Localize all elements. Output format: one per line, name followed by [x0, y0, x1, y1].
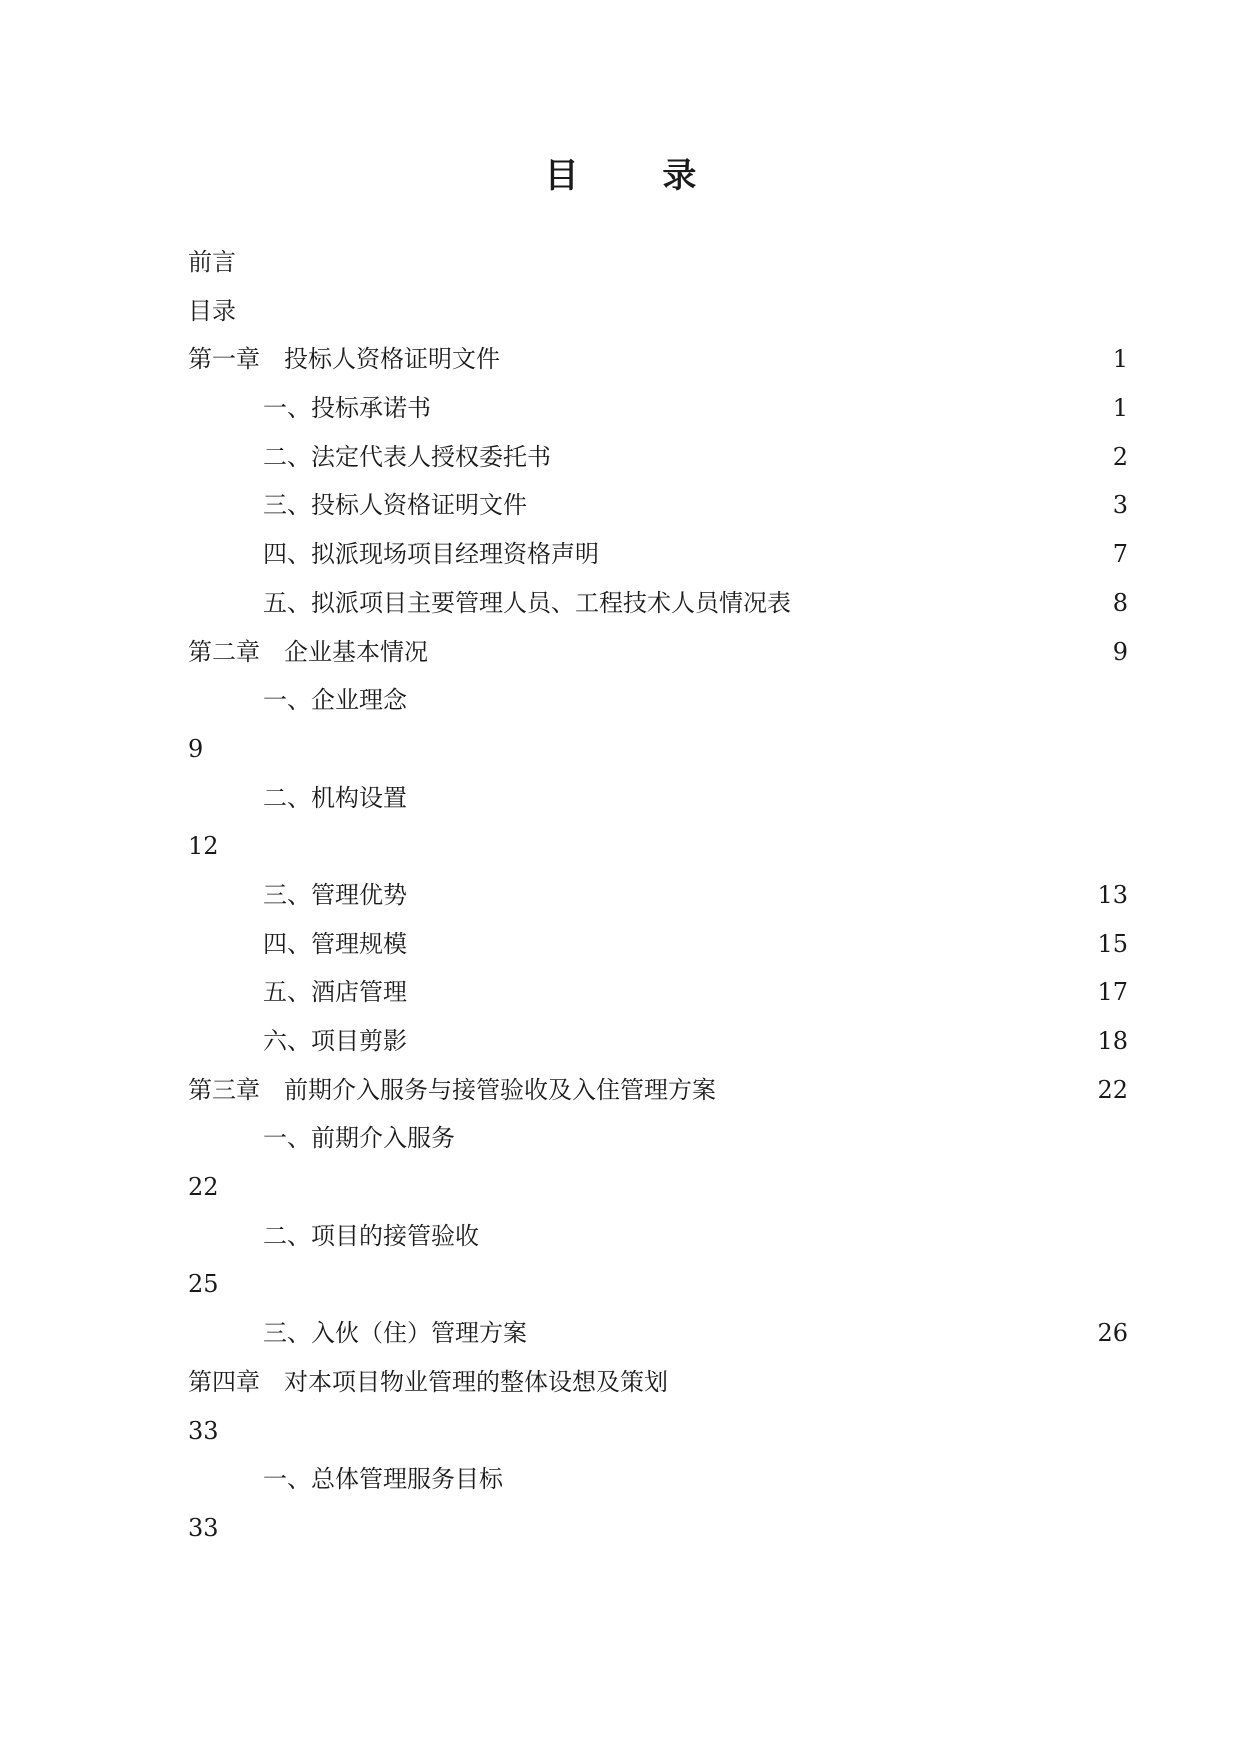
toc-entry-label: 五、拟派项目主要管理人员、工程技术人员情况表 [263, 588, 791, 617]
toc-entry-page: 17 [1097, 978, 1128, 1007]
toc-entry-page: 22 [1097, 1075, 1128, 1104]
toc-section-entry[interactable] [188, 871, 1128, 920]
toc-chapter-entry[interactable] [188, 628, 1128, 677]
toc-entry-label: 33 [188, 1513, 219, 1542]
toc-wrapped-page-number[interactable] [188, 1260, 1128, 1309]
toc-wrapped-page-number[interactable] [188, 725, 1128, 774]
toc-entry-label: 三、入伙（住）管理方案 [263, 1319, 527, 1348]
toc-entry-page: 13 [1097, 880, 1128, 909]
toc-chapter-entry[interactable] [188, 1066, 1128, 1115]
toc-section-entry[interactable] [188, 481, 1128, 530]
toc-entry-label: 一、投标承诺书 [263, 394, 431, 423]
toc-section-entry[interactable] [188, 968, 1128, 1017]
toc-entry-label: 一、前期介入服务 [263, 1124, 455, 1153]
toc-entry-page: 15 [1097, 929, 1128, 958]
page-title: 目 录 [544, 156, 733, 196]
toc-entry-label: 第三章 前期介入服务与接管验收及入住管理方案 [188, 1075, 716, 1104]
toc-section-entry[interactable] [188, 530, 1128, 579]
toc-entry-label: 前言 [188, 248, 236, 276]
toc-entry-page: 2 [1112, 442, 1128, 471]
toc-entry-label: 四、拟派现场项目经理资格声明 [263, 540, 599, 569]
toc-entry-label: 五、酒店管理 [263, 978, 407, 1007]
toc-entry-label: 二、法定代表人授权委托书 [263, 442, 551, 471]
toc-entry-label: 三、投标人资格证明文件 [263, 491, 527, 520]
toc-section-entry[interactable] [188, 1017, 1128, 1066]
toc-entry[interactable] [188, 238, 1128, 287]
toc-section-entry[interactable] [188, 433, 1128, 482]
toc-entry-label: 33 [188, 1416, 219, 1445]
toc-entry-label: 目录 [188, 296, 236, 325]
toc-entry-page: 1 [1112, 345, 1128, 374]
toc-entry-label: 22 [188, 1173, 219, 1202]
toc-entry-page: 26 [1097, 1319, 1128, 1348]
toc-wrapped-page-number[interactable] [188, 1163, 1128, 1212]
toc-entry-label: 第四章 对本项目物业管理的整体设想及策划 [188, 1367, 668, 1396]
toc-section-entry[interactable] [188, 579, 1128, 628]
toc-entry-label: 六、项目剪影 [263, 1027, 407, 1055]
toc-wrapped-page-number[interactable] [188, 1504, 1128, 1553]
toc-entry-label: 第二章 企业基本情况 [188, 637, 428, 666]
toc-entry-label: 9 [188, 734, 204, 763]
toc-section-entry[interactable] [188, 920, 1128, 969]
toc-entry-label: 一、总体管理服务目标 [263, 1465, 503, 1494]
toc-entry-label: 一、企业理念 [263, 686, 407, 715]
toc-entry[interactable] [188, 287, 1128, 336]
toc-entry-page: 18 [1097, 1027, 1128, 1055]
toc-entry-label: 第一章 投标人资格证明文件 [188, 345, 500, 374]
toc-entry-page: 7 [1112, 540, 1128, 569]
toc-chapter-entry[interactable] [188, 335, 1128, 384]
toc-entry-label: 25 [188, 1270, 219, 1299]
toc-section-entry[interactable] [188, 1455, 1128, 1504]
toc-chapter-entry[interactable] [188, 1358, 1128, 1407]
table-of-contents [188, 238, 1128, 1553]
toc-section-entry[interactable] [188, 774, 1128, 823]
toc-wrapped-page-number[interactable] [188, 1407, 1128, 1456]
toc-section-entry[interactable] [188, 1212, 1128, 1261]
toc-entry-label: 二、机构设置 [263, 783, 407, 812]
toc-entry-page: 3 [1112, 491, 1128, 520]
toc-section-entry[interactable] [188, 676, 1128, 725]
toc-entry-page: 9 [1112, 637, 1128, 666]
toc-entry-page: 8 [1112, 588, 1128, 617]
toc-entry-label: 四、管理规模 [263, 929, 407, 958]
toc-wrapped-page-number[interactable] [188, 822, 1128, 871]
toc-entry-label: 12 [188, 832, 219, 861]
toc-section-entry[interactable] [188, 1114, 1128, 1163]
toc-entry-page: 1 [1112, 394, 1128, 423]
toc-section-entry[interactable] [188, 384, 1128, 433]
toc-entry-label: 二、项目的接管验收 [263, 1221, 479, 1250]
toc-entry-label: 三、管理优势 [263, 880, 407, 909]
toc-section-entry[interactable] [188, 1309, 1128, 1358]
